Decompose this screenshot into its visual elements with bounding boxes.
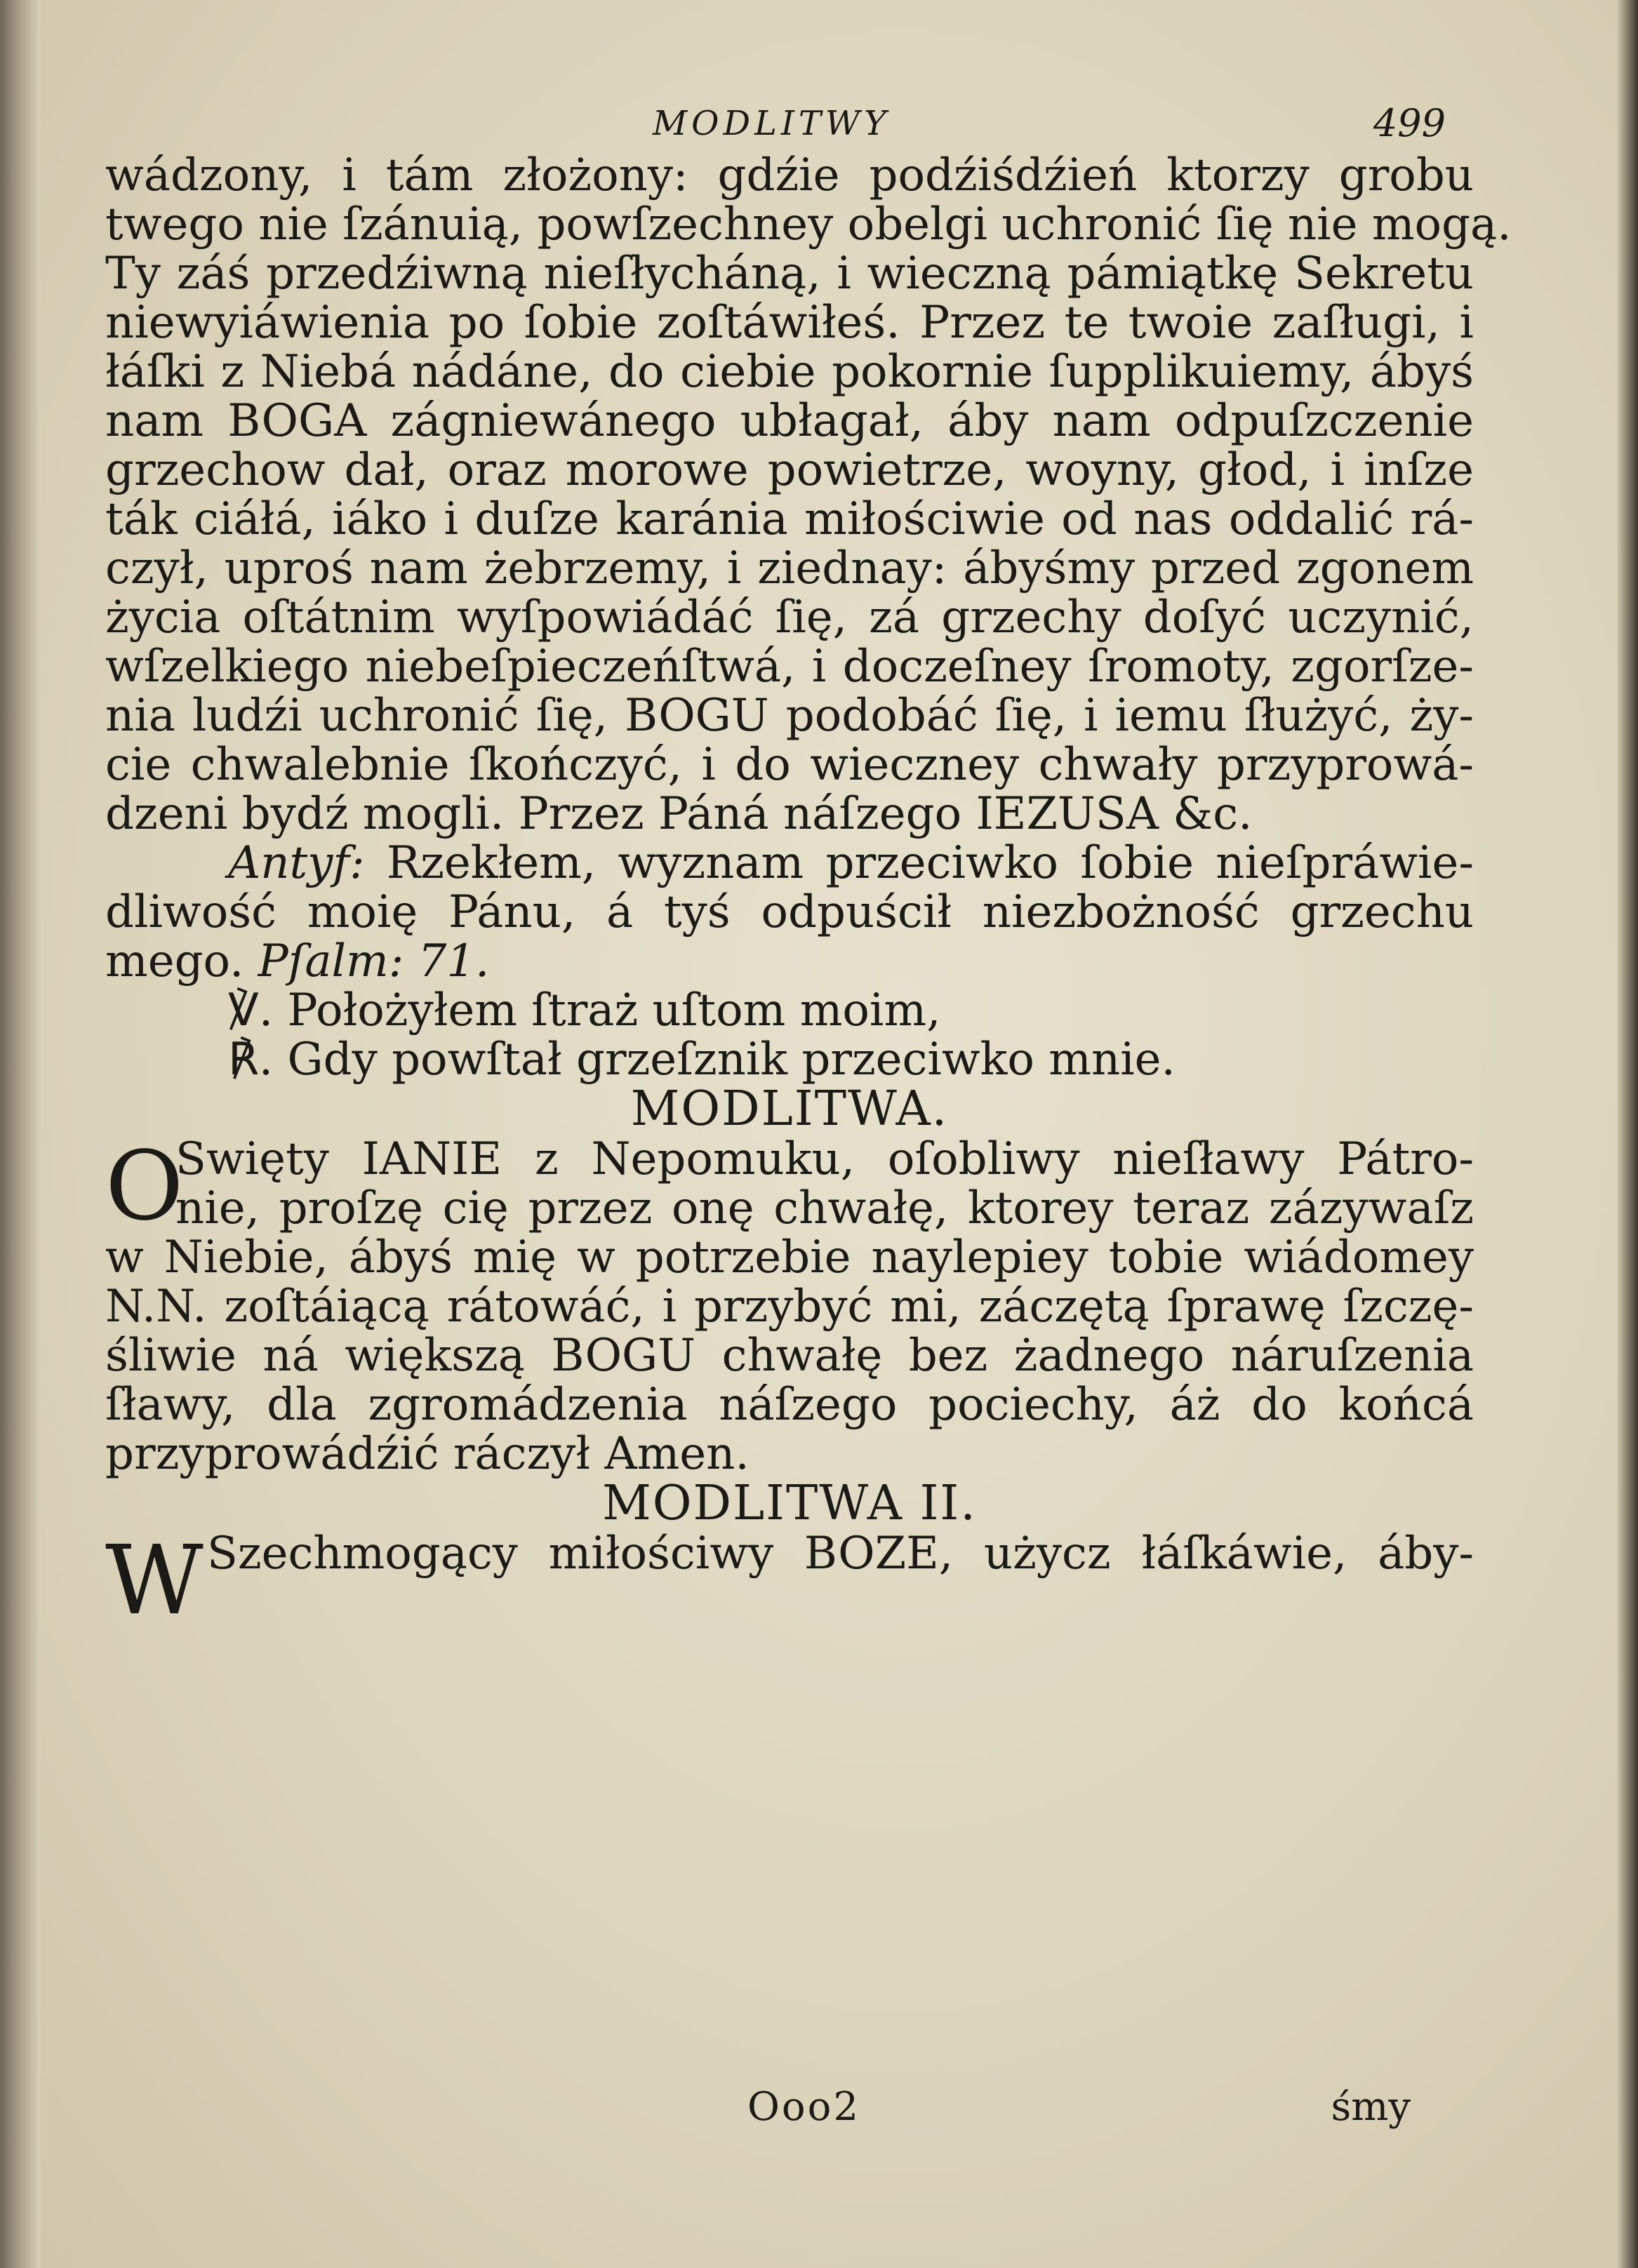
text-line: ták ciáłá, iáko i duſze karánia miłościwie od nas oddalić rá-: [105, 493, 1474, 545]
page-edge: [1617, 0, 1638, 2268]
text-line: grzechow dał, oraz morowe powietrze, woyny, głod, i inſze: [105, 444, 1474, 496]
antiphon-line: [105, 937, 1474, 986]
psalm-reference: Pſalm: 71.: [258, 935, 490, 987]
prayer-paragraph: [105, 1526, 1474, 1636]
text-line: ſławy, dla zgromádzenia náſzego pociechy, áż do końcá: [105, 1379, 1474, 1431]
text-line: Ty záś przedźiwną nieſłycháną, i wieczną pámiątkę Sekretu: [105, 248, 1474, 300]
antiphon-line: [105, 839, 1474, 888]
text-line: łáſki z Niebá nádáne, do ciebie pokornie ſupplikuiemy, ábyś: [105, 346, 1474, 398]
page-text: [105, 149, 1512, 1636]
drop-cap: O: [105, 1131, 184, 1242]
section-continuation: [105, 149, 1512, 1086]
text-line: Szechmogący miłościwy BOZE, użycz łáſkáwie, áby-: [207, 1528, 1474, 1580]
response: ℟. Gdy powſtał grzeſznik przeciwko mnie.: [228, 1034, 1176, 1086]
text-line: nia ludźi uchronić ſię, BOGU podobáć ſię, i iemu ſłużyć, ży-: [105, 690, 1474, 742]
prayer-heading: MODLITWA.: [630, 1081, 949, 1137]
catchword: śmy: [1331, 2084, 1411, 2130]
page-number: 499: [1373, 101, 1446, 145]
antiphon-text: Rzekłem, wyznam przeciwko ſobie nieſpráwie-: [386, 837, 1474, 889]
text-line: cie chwalebnie ſkończyć, i do wieczney chwały przyprowá-: [105, 739, 1474, 791]
text-line: wſzelkiego niebeſpieczeńſtwá, i doczeſney ſromoty, zgorſze-: [105, 641, 1474, 693]
text-line: wádzony, i tám złożony: gdźie podźiśdźień ktorzy grobu: [105, 149, 1474, 201]
page-footer: [105, 2084, 1474, 2140]
text-line: czył, uproś nam żebrzemy, i ziednay: ábyśmy przed zgonem: [105, 542, 1474, 594]
prayer-paragraph: [105, 1131, 1474, 1480]
running-head: MODLITWY: [653, 104, 891, 143]
text-line: dzeni bydź mogli. Przez Páná náſzego IEZUSA &c.: [105, 788, 1253, 840]
text-line: niewyiáwienia po ſobie zoſtáwiłeś. Przez te twoie zaſługi, i: [105, 297, 1474, 349]
text-line: życia oſtátnim wyſpowiádáć ſię, zá grzechy doſyć uczynić,: [105, 592, 1474, 643]
page-gutter: [0, 0, 41, 2268]
antiphon-text: mego.: [105, 935, 244, 987]
text-line: w Niebie, ábyś mię w potrzebie naylepiey tobie wiádomey: [105, 1232, 1474, 1283]
text-line: Swięty IANIE z Nepomuku, oſobliwy nieſławy Pátro-: [175, 1133, 1474, 1185]
signature-mark: Ooo2: [747, 2084, 860, 2130]
versicle: ℣. Położyłem ſtraż uſtom moim,: [228, 985, 941, 1036]
text-line: nam BOGA zágniewánego ubłagał, áby nam odpuſzczenie: [105, 395, 1474, 447]
text-line: śliwie ná większą BOGU chwałę bez żadnego náruſzenia: [105, 1330, 1474, 1382]
text-line: przyprowádźić ráczył Amen.: [105, 1428, 750, 1480]
text-line: nie, proſzę cię przez onę chwałę, ktorey teraz zázywaſz: [175, 1182, 1474, 1234]
drop-cap: W: [105, 1526, 204, 1636]
prayer-heading: MODLITWA II.: [602, 1476, 977, 1531]
antiphon-line: dliwość moię Pánu, á tyś odpuścił niezbożność grzechu: [105, 886, 1474, 938]
text-line: twego nie ſzánuią, powſzechney obelgi uchronić ſię nie mogą.: [105, 199, 1512, 251]
antiphon-label: Antyf:: [228, 837, 365, 889]
text-line: N.N. zoſtáiącą rátowáć, i przybyć mi, záczętą ſprawę ſzczę-: [105, 1281, 1474, 1333]
